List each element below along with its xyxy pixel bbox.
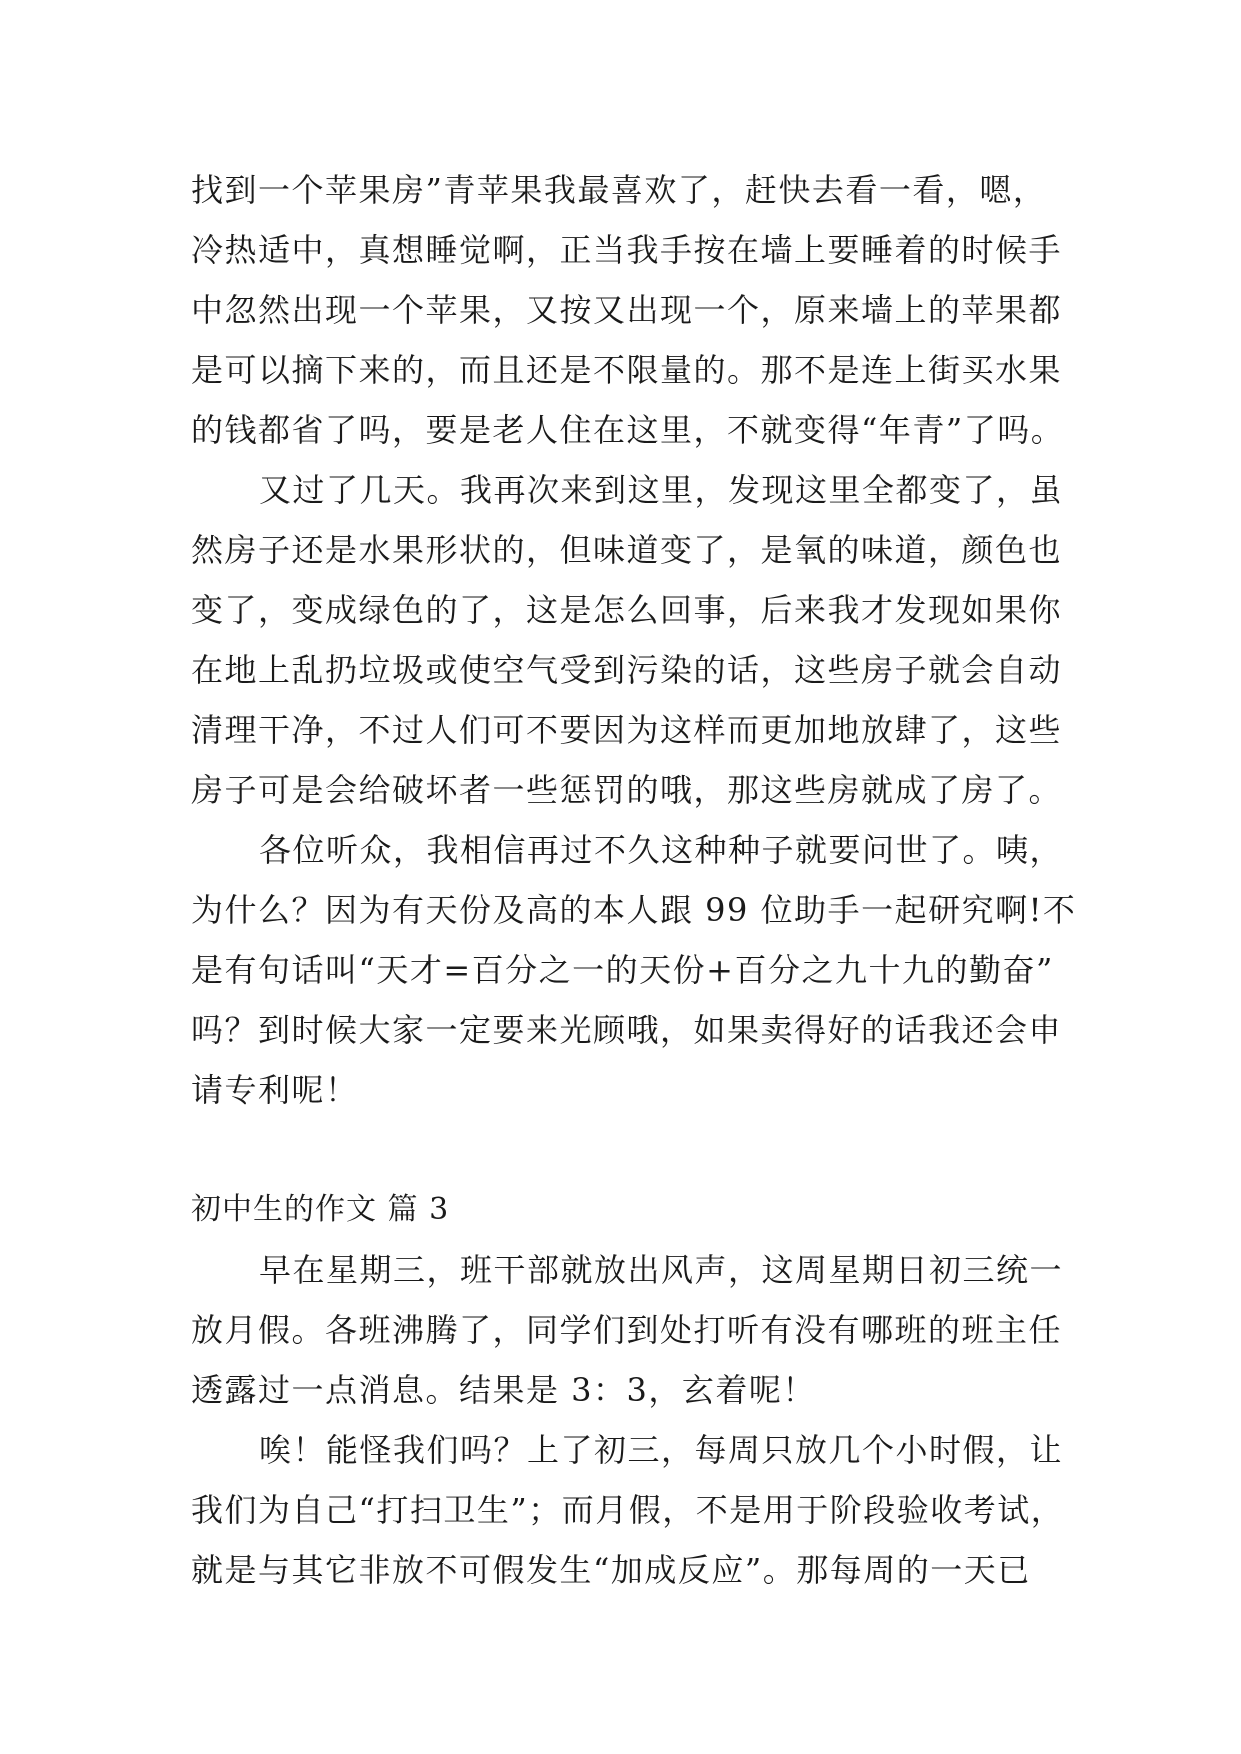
section-spacer (191, 1120, 1061, 1180)
text-line: 中忽然出现一个苹果，又按又出现一个，原来墙上的苹果都 (191, 291, 1063, 329)
text-line: 冷热适中，真想睡觉啊，正当我手按在墙上要睡着的时候手 (191, 231, 1063, 269)
section-heading: 初中生的作文 篇 3 (191, 1192, 450, 1227)
document-body (191, 160, 1077, 1600)
text-line: 又过了几天。我再次来到这里，发现这里全都变了，虽 (259, 471, 1064, 509)
paragraph (191, 1240, 1064, 1420)
text-line: 吗？到时候大家一定要来光顾哦，如果卖得好的话我还会申 (191, 1011, 1063, 1049)
text-line: 透露过一点消息。结果是 3：3，玄着呢！ (191, 1371, 816, 1409)
text-line: 早在星期三，班干部就放出风声，这周星期日初三统一 (259, 1251, 1064, 1289)
paragraph (191, 460, 1064, 820)
paragraph (191, 820, 1077, 1120)
text-line: 在地上乱扔垃圾或使空气受到污染的话，这些房子就会自动 (191, 651, 1063, 689)
text-line: 唉！能怪我们吗？上了初三，每周只放几个小时假，让 (259, 1431, 1064, 1469)
text-line: 是可以摘下来的，而且还是不限量的。那不是连上街买水果 (191, 351, 1063, 389)
text-line: 变了，变成绿色的了，这是怎么回事，后来我才发现如果你 (191, 591, 1063, 629)
text-line: 房子可是会给破坏者一些惩罚的哦，那这些房就成了房了。 (191, 771, 1063, 809)
text-line: 放月假。各班沸腾了，同学们到处打听有没有哪班的班主任 (191, 1311, 1063, 1349)
text-line: 就是与其它非放不可假发生“加成反应”。那每周的一天已 (191, 1551, 1031, 1589)
text-line: 的钱都省了吗，要是老人住在这里，不就变得“年青”了吗。 (191, 411, 1065, 449)
text-line: 清理干净，不过人们可不要因为这样而更加地放肆了，这些 (191, 711, 1063, 749)
paragraph (191, 160, 1065, 460)
text-line: 是有句话叫“天才=百分之一的天份+百分之九十九的勤奋” (191, 951, 1054, 989)
text-line: 各位听众，我相信再过不久这种种子就要问世了。咦， (259, 831, 1064, 869)
text-line: 我们为自己“打扫卫生”；而月假，不是用于阶段验收考试， (191, 1491, 1065, 1529)
paragraph (191, 1420, 1065, 1600)
text-line: 请专利呢！ (191, 1071, 359, 1109)
text-line: 为什么？因为有天份及高的本人跟 99 位助手一起研究啊!不 (191, 891, 1077, 929)
text-line: 找到一个苹果房”青苹果我最喜欢了，赶快去看一看，嗯， (191, 171, 1047, 209)
text-line: 然房子还是水果形状的，但味道变了，是氧的味道，颜色也 (191, 531, 1063, 569)
